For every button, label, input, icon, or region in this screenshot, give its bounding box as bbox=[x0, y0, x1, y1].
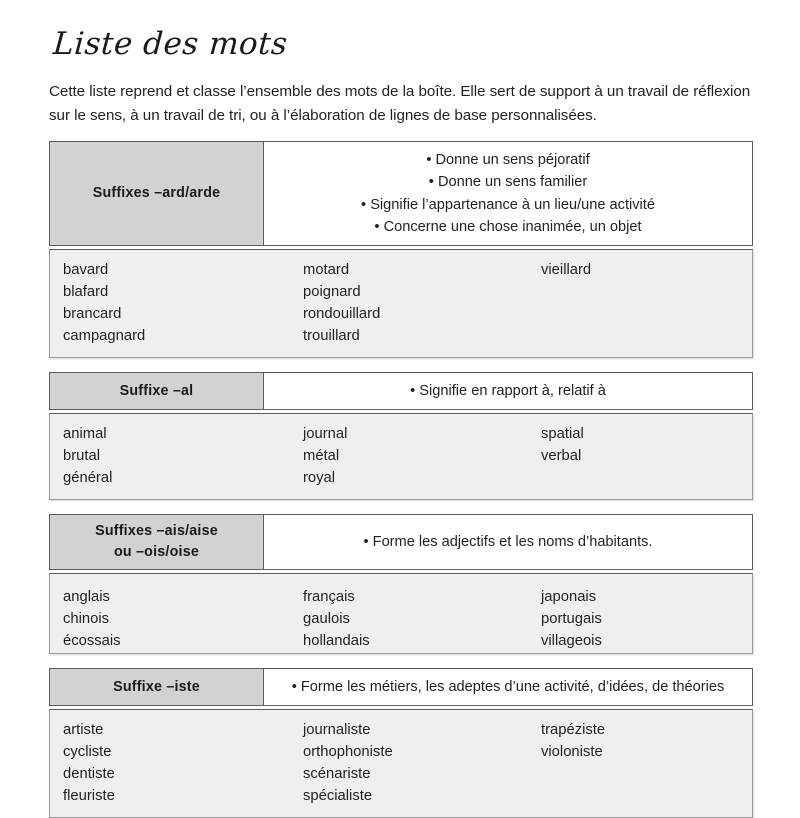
suffix-block-list bbox=[48, 141, 752, 818]
suffix-definition-cell bbox=[264, 142, 752, 245]
word-item: spécialiste bbox=[303, 788, 373, 805]
word-list-box bbox=[49, 709, 753, 818]
definition-bullet: • Concerne une chose inanimée, un objet bbox=[374, 218, 642, 235]
word-item: écossais bbox=[63, 632, 121, 649]
suffix-definition-cell bbox=[264, 373, 752, 409]
word-item: japonais bbox=[541, 588, 597, 605]
word-item: hollandais bbox=[303, 632, 370, 649]
suffix-label-cell bbox=[50, 373, 264, 409]
suffix-label-line: ou –ois/oise bbox=[113, 544, 199, 561]
suffix-label-text bbox=[120, 381, 194, 402]
suffix-block bbox=[49, 514, 753, 654]
word-row bbox=[50, 325, 752, 347]
suffix-definition-cell bbox=[264, 669, 752, 705]
word-item: journaliste bbox=[303, 722, 371, 739]
word-item: spatial bbox=[541, 426, 584, 443]
word-row bbox=[50, 741, 752, 763]
page-title: Liste des mots bbox=[51, 26, 289, 62]
word-row bbox=[50, 719, 752, 741]
suffix-label-text bbox=[95, 521, 218, 562]
definition-bullet: • Forme les métiers, les adeptes d’une activité, d’idées, de théories bbox=[291, 678, 725, 695]
word-item: fleuriste bbox=[63, 788, 115, 805]
word-item: métal bbox=[303, 448, 340, 465]
word-item: trouillard bbox=[303, 328, 360, 345]
word-row bbox=[50, 763, 752, 785]
suffix-block bbox=[49, 668, 753, 818]
word-item: chinois bbox=[63, 610, 110, 627]
word-item: trapéziste bbox=[541, 722, 606, 739]
word-list-box bbox=[49, 249, 753, 358]
word-item: royal bbox=[303, 470, 336, 487]
word-item: cycliste bbox=[63, 744, 112, 761]
word-item: dentiste bbox=[63, 766, 115, 783]
word-item: rondouillard bbox=[303, 306, 381, 322]
word-item: scénariste bbox=[303, 766, 371, 783]
suffix-label-line: Suffixe –al bbox=[119, 382, 194, 399]
word-item: villageois bbox=[541, 632, 602, 649]
suffix-label-cell bbox=[50, 669, 264, 705]
suffix-label-text bbox=[113, 677, 200, 698]
word-row bbox=[50, 608, 752, 630]
suffix-label-line: Suffixe –iste bbox=[113, 678, 200, 695]
word-row bbox=[50, 423, 752, 445]
suffix-label-text bbox=[93, 183, 221, 204]
word-item: orthophoniste bbox=[303, 744, 393, 761]
word-list-box bbox=[49, 573, 753, 654]
word-item: brutal bbox=[63, 448, 101, 465]
suffix-header-row bbox=[49, 141, 753, 246]
suffix-header-row bbox=[49, 668, 753, 706]
word-item: blafard bbox=[63, 283, 109, 300]
suffix-label-cell bbox=[50, 515, 264, 568]
word-item: campagnard bbox=[63, 328, 146, 345]
suffix-header-row bbox=[49, 372, 753, 410]
word-item: violoniste bbox=[541, 744, 603, 761]
definition-bullet: • Donne un sens péjoratif bbox=[426, 152, 590, 169]
word-item: poignard bbox=[303, 283, 361, 300]
word-row bbox=[50, 303, 752, 325]
word-item: journal bbox=[303, 426, 348, 443]
word-item: animal bbox=[63, 426, 107, 443]
definition-bullet: • Donne un sens familier bbox=[428, 174, 588, 191]
word-item: motard bbox=[303, 261, 350, 278]
definition-bullet: • Forme les adjectifs et les noms d’habitants. bbox=[363, 534, 653, 551]
word-row bbox=[50, 785, 752, 807]
suffix-block bbox=[49, 141, 753, 358]
word-item: bavard bbox=[63, 261, 109, 278]
word-item: général bbox=[63, 470, 113, 487]
suffix-definition-cell bbox=[264, 515, 752, 568]
word-row bbox=[50, 445, 752, 467]
word-row bbox=[50, 259, 752, 281]
word-row bbox=[50, 467, 752, 489]
suffix-header-row bbox=[49, 514, 753, 569]
word-list-box bbox=[49, 413, 753, 500]
word-row bbox=[50, 281, 752, 303]
intro-paragraph: Cette liste reprend et classe l’ensemble des mots de la boîte. Elle sert de support à un travail de réflexion sur le sens, à un travail de tri, ou à l’élaboration de lignes de base personnalisées. bbox=[49, 83, 751, 124]
word-item: gaulois bbox=[303, 610, 350, 627]
word-row bbox=[50, 630, 752, 652]
word-item: artiste bbox=[63, 722, 104, 739]
suffix-label-line: Suffixes –ais/aise bbox=[95, 523, 218, 540]
word-row bbox=[50, 586, 752, 608]
word-item: brancard bbox=[63, 306, 122, 322]
word-item: portugais bbox=[541, 610, 602, 627]
word-item: français bbox=[303, 588, 355, 605]
definition-bullet: • Signifie l’appartenance à un lieu/une activité bbox=[361, 196, 655, 213]
word-item: verbal bbox=[541, 448, 582, 465]
word-item: vieillard bbox=[541, 261, 592, 278]
definition-bullet: • Signifie en rapport à, relatif à bbox=[410, 383, 606, 400]
suffix-label-cell bbox=[50, 142, 264, 245]
word-item: anglais bbox=[63, 588, 110, 605]
suffix-label-line: Suffixes –ard/arde bbox=[92, 185, 221, 202]
suffix-block bbox=[49, 372, 753, 500]
